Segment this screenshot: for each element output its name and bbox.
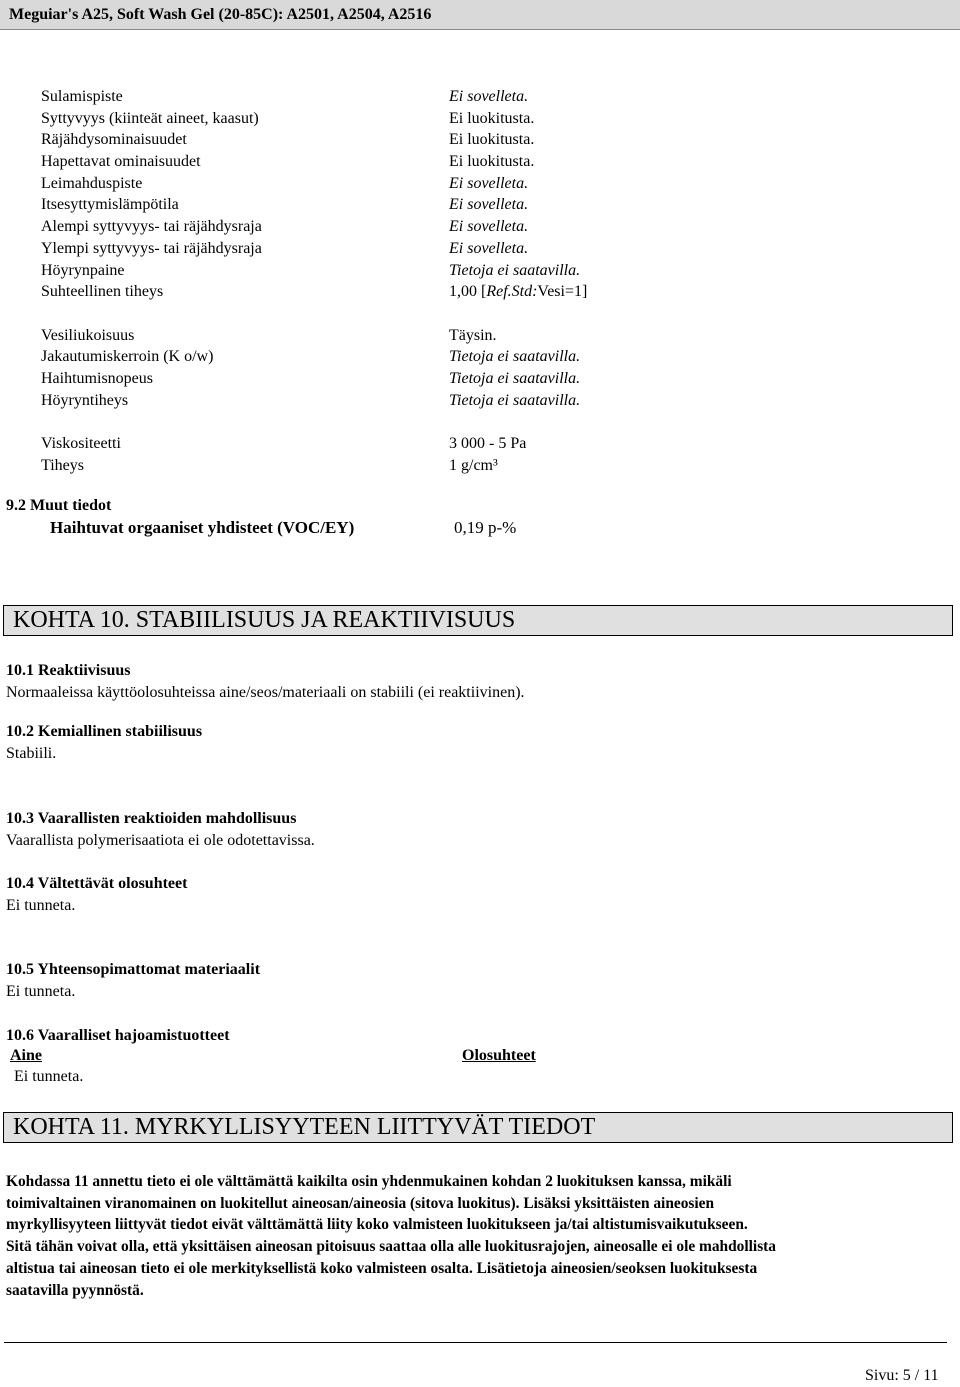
property-label: Suhteellinen tiheys	[41, 283, 164, 301]
subsection-heading: 10.3 Vaarallisten reaktioiden mahdollisuus	[6, 810, 297, 827]
section-11-header	[3, 1112, 953, 1143]
hazardous-reactions-block	[6, 808, 315, 852]
property-label: Jakautumiskerroin (K o/w)	[41, 348, 214, 366]
subsection-body: Normaaleissa käyttöolosuhteissa aine/seos/materiaali on stabiili (ei reaktiivinen).	[6, 684, 525, 701]
property-label: Hapettavat ominaisuudet	[41, 153, 201, 171]
property-label: Itsesyttymislämpötila	[41, 196, 179, 214]
property-label: Ylempi syttyvyys- tai räjähdysraja	[41, 239, 262, 257]
property-label: Syttyvyys (kiinteät aineet, kaasut)	[41, 109, 259, 127]
property-label: Leimahduspiste	[41, 174, 143, 192]
property-value	[449, 281, 587, 303]
property-value: Tietoja ei saatavilla.	[449, 348, 581, 366]
property-label: Alempi syttyvyys- tai räjähdysraja	[41, 218, 262, 236]
relative-density-value: 1,00 [	[449, 283, 487, 301]
reactivity-block	[6, 660, 525, 704]
property-row	[41, 346, 921, 368]
toxicology-paragraph	[6, 1171, 954, 1301]
property-row	[41, 368, 921, 390]
property-value: Ei sovelleta.	[449, 218, 529, 236]
paragraph-line: saatavilla pyynnöstä.	[6, 1281, 144, 1299]
subsection-heading: 10.6 Vaaralliset hajoamistuotteet	[6, 1027, 230, 1044]
decomposition-value: Ei tunneta.	[14, 1068, 84, 1085]
subsection-heading: 10.2 Kemiallinen stabiilisuus	[6, 723, 203, 740]
property-value: Ei luokitusta.	[449, 153, 535, 171]
property-row	[41, 129, 921, 151]
property-value: Tietoja ei saatavilla.	[449, 369, 581, 387]
paragraph-line: altistua tai aineosan tieto ei ole merkityksellistä koko valmisteen osalta. Lisätietoja aineosien/seoksen luokituksesta	[6, 1259, 758, 1277]
property-value: 3 000 - 5 Pa	[449, 435, 527, 452]
property-value: Tietoja ei saatavilla.	[449, 261, 581, 279]
property-row	[41, 325, 921, 347]
property-row	[41, 433, 921, 455]
property-row	[41, 151, 921, 173]
subsection-heading: 10.4 Vältettävät olosuhteet	[6, 875, 188, 892]
paragraph-line: toimivaltainen viranomainen on luokitellut aineosan/aineosia (sitova luokitus). Lisäksi yksittäisten aineosien	[6, 1194, 715, 1212]
property-label: Viskositeetti	[41, 435, 121, 452]
conditions-to-avoid-block	[6, 873, 187, 917]
subsection-heading: 10.5 Yhteensopimattomat materiaalit	[6, 961, 261, 978]
properties-list	[41, 86, 921, 476]
property-row	[41, 390, 921, 412]
voc-value: 0,19 p-%	[454, 518, 517, 537]
property-label: Tiheys	[41, 456, 84, 474]
property-label: Höyrynpaine	[41, 261, 125, 279]
property-row	[41, 216, 921, 238]
property-row	[41, 173, 921, 195]
reference-value: Vesi=1]	[537, 283, 588, 301]
incompatible-materials-block	[6, 959, 260, 1003]
stability-block	[6, 721, 202, 765]
property-value: Ei sovelleta.	[449, 239, 529, 257]
document-title: Meguiar's A25, Soft Wash Gel (20-85C): A2501, A2504, A2516	[9, 6, 432, 23]
subsection-body: Ei tunneta.	[6, 897, 76, 914]
property-row	[41, 194, 921, 216]
property-label: Sulamispiste	[41, 88, 123, 105]
section-10-title: KOHTA 10. STABIILISUUS JA REAKTIIVISUUS	[13, 607, 516, 633]
property-row	[41, 281, 921, 303]
property-label: Höyryntiheys	[41, 391, 129, 409]
property-row	[41, 238, 921, 260]
other-info-heading: 9.2 Muut tiedot	[6, 497, 112, 514]
voc-label: Haihtuvat orgaaniset yhdisteet (VOC/EY)	[50, 518, 355, 537]
section-11-title: KOHTA 11. MYRKYLLISYYTEEN LIITTYVÄT TIEDOT	[13, 1114, 596, 1140]
document-header	[0, 0, 960, 30]
property-row	[41, 260, 921, 282]
subsection-body: Stabiili.	[6, 745, 57, 762]
decomposition-products-block	[6, 1025, 230, 1047]
property-label: Vesiliukoisuus	[41, 326, 135, 344]
property-label: Haihtumisnopeus	[41, 369, 153, 387]
property-row	[41, 455, 921, 477]
property-row	[41, 86, 921, 108]
property-value: Ei luokitusta.	[449, 109, 535, 127]
conditions-column-header: Olosuhteet	[462, 1047, 536, 1064]
footer-divider	[4, 1342, 947, 1343]
section-10-header	[3, 605, 953, 636]
property-row	[41, 108, 921, 130]
property-value: Ei sovelleta.	[449, 174, 529, 192]
paragraph-line: Sitä tähän voivat olla, että yksittäisen aineosan pitoisuus saattaa olla alle luokitusrajojen, aineosalle ei ole mahdollista	[6, 1238, 777, 1256]
property-value: Ei sovelleta.	[449, 88, 529, 105]
reference-standard: Ref.Std:	[486, 283, 538, 301]
property-value: Tietoja ei saatavilla.	[449, 391, 581, 409]
property-value: 1 g/cm³	[449, 456, 498, 474]
property-value: Ei sovelleta.	[449, 196, 529, 214]
page-number: Sivu: 5 / 11	[865, 1367, 939, 1384]
paragraph-line: Kohdassa 11 annettu tieto ei ole välttämättä kaikilta osin yhdenmukainen kohdan 2 luokituksen kanssa, mikäli	[6, 1173, 732, 1190]
property-value: Täysin.	[449, 326, 497, 344]
subsection-heading: 10.1 Reaktiivisuus	[6, 662, 131, 679]
subsection-body: Ei tunneta.	[6, 983, 76, 1000]
paragraph-line: myrkyllisyyteen liittyvät tiedot eivät välttämättä liity koko valmisteen luokitukseen ja/tai altistumisvaikutukseen.	[6, 1216, 748, 1234]
property-label: Räjähdysominaisuudet	[41, 131, 187, 149]
property-value: Ei luokitusta.	[449, 131, 535, 149]
subsection-body: Vaarallista polymerisaatiota ei ole odotettavissa.	[6, 832, 315, 849]
substance-column-header: Aine	[10, 1047, 42, 1064]
